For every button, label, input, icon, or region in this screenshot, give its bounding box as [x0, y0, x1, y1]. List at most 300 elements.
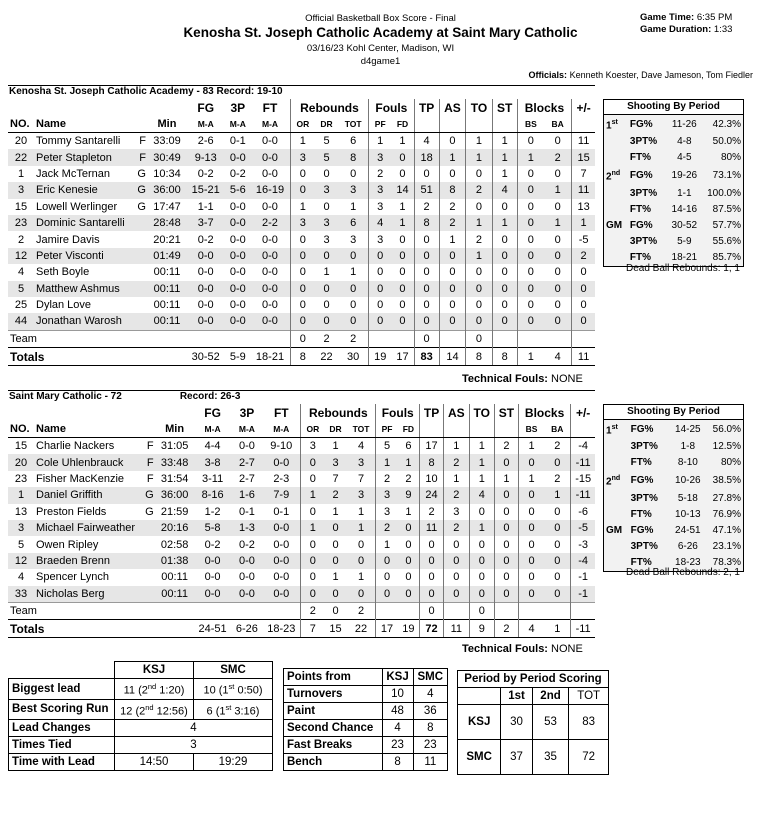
player-3p: 0-0	[229, 266, 246, 279]
shooting-period: 2nd	[606, 170, 621, 183]
totals-value: 22	[315, 348, 338, 366]
player-name-text: Charlie Nackers	[36, 440, 115, 453]
player-or: 0	[301, 536, 325, 552]
col-header-fouls: Fouls	[376, 404, 420, 421]
team-row	[8, 330, 595, 347]
points-from-col-ksj: KSJ	[382, 669, 413, 686]
player-name-text: Dominic Santarelli	[36, 217, 125, 230]
player-row	[8, 471, 595, 487]
player-name	[34, 520, 156, 536]
player-st: 0	[492, 297, 517, 313]
totals-value: 4	[518, 620, 544, 638]
player-ft: 0-0	[250, 149, 290, 165]
player-st: 0	[492, 248, 517, 264]
col-subheader-ma: M-A	[262, 421, 301, 438]
player-name-text: Seth Boyle	[36, 266, 90, 279]
shooting-stat-label: FT%	[629, 152, 652, 164]
player-pf: 0	[369, 248, 392, 264]
player-to: 0	[469, 569, 494, 585]
officials-label: Officials:	[528, 70, 568, 80]
player-to: 1	[469, 471, 494, 487]
player-st: 1	[492, 149, 517, 165]
col-header-to: TO	[469, 404, 494, 421]
shooting-stat-label: FT%	[630, 457, 652, 469]
player-plus-minus: 13	[572, 199, 595, 215]
player-number: 12	[8, 248, 34, 264]
player-row	[8, 553, 595, 569]
player-bs: 0	[517, 182, 544, 198]
player-ft: 0-0	[250, 281, 290, 297]
shooting-made-att: 18-21	[671, 251, 698, 263]
shooting-stat-label: FG%	[630, 474, 654, 486]
player-fg: 3-7	[186, 215, 226, 231]
player-fg: 0-0	[197, 299, 214, 312]
shooting-pct: 12.5%	[712, 441, 741, 453]
player-number: 20	[14, 135, 28, 148]
player-dr: 0	[323, 200, 330, 213]
player-reb-tot: 0	[338, 248, 368, 264]
player-dr: 1	[332, 440, 339, 453]
team1-box-score	[8, 99, 595, 366]
player-name	[34, 454, 156, 470]
player-3p: 0-0	[229, 299, 246, 312]
player-name-text: Fisher MacKenzie	[36, 472, 125, 485]
player-as: 0	[439, 133, 466, 150]
player-fg: 3-11	[201, 472, 224, 485]
player-dr: 0	[315, 248, 338, 264]
totals-value: 24-51	[194, 620, 232, 638]
col-subheader-bs: BS	[518, 421, 544, 438]
player-bs: 0	[517, 166, 544, 182]
player-row	[8, 199, 595, 215]
player-st: 0	[492, 264, 517, 280]
shooting-stat-label: 3PT%	[629, 235, 658, 247]
player-row	[8, 281, 595, 297]
player-bs: 0	[518, 553, 544, 569]
team2-shooting-by-period	[603, 404, 744, 572]
player-bs: 0	[517, 313, 544, 330]
player-as: 3	[444, 504, 470, 520]
shooting-stat-label: 3PT%	[630, 540, 658, 552]
team2-dead-ball-rebounds: Dead Ball Rebounds: 2, 1	[626, 567, 740, 578]
shooting-made-att: 6-26	[677, 540, 698, 552]
player-dr: 7	[332, 472, 339, 485]
player-bs: 0	[518, 520, 544, 536]
col-subheader-no: NO.	[8, 116, 34, 133]
player-name-text: Peter Visconti	[36, 249, 104, 262]
col-header-as: AS	[439, 99, 466, 116]
player-3p: 0-1	[229, 135, 246, 148]
player-or: 3	[290, 215, 315, 231]
player-number: 3	[8, 182, 34, 198]
player-name	[34, 487, 156, 503]
period-col-header: 2nd	[532, 688, 569, 705]
col-subheader-ma: M-A	[226, 116, 251, 133]
player-fd: 6	[405, 440, 412, 453]
player-st: 0	[494, 536, 518, 552]
shooting-stat-label: 3PT%	[629, 187, 658, 199]
player-or: 0	[301, 586, 325, 603]
team2-box-score	[8, 404, 595, 638]
player-dr: 0	[324, 520, 346, 536]
player-fd: 0	[399, 233, 406, 246]
player-pf: 2	[369, 166, 392, 182]
player-st: 4	[492, 182, 517, 198]
player-or: 0	[301, 454, 325, 470]
player-reb-tot: 4	[357, 440, 365, 453]
player-to: 0	[466, 281, 492, 297]
shooting-pct: 100.0%	[707, 187, 741, 199]
shooting-row	[604, 471, 743, 490]
player-row	[8, 487, 595, 503]
player-name-text: Lowell Werlinger	[36, 200, 118, 213]
player-plus-minus: 0	[572, 297, 595, 313]
points-from-label: Second Chance	[284, 720, 383, 737]
team2-technical-fouls	[462, 643, 583, 655]
player-row	[8, 569, 595, 585]
player-pf: 0	[369, 297, 392, 313]
player-ft: 0-1	[273, 505, 290, 518]
shooting-stat-label: FT%	[629, 203, 652, 215]
player-tp: 2	[414, 199, 439, 215]
shooting-period	[604, 250, 628, 266]
shooting-made-att: 5-18	[677, 492, 698, 504]
shooting-pct: 47.1%	[712, 524, 741, 536]
player-ba: 0	[544, 313, 572, 330]
player-fd: 0	[391, 149, 414, 165]
player-minutes: 00:11	[156, 586, 194, 603]
player-fd: 0	[399, 299, 406, 312]
period-score: 53	[532, 705, 569, 740]
player-ft: 0-0	[273, 571, 290, 584]
player-fd: 0	[399, 266, 406, 279]
player-tp: 0	[420, 569, 444, 585]
player-name	[34, 438, 156, 455]
totals-value: 72	[420, 620, 444, 638]
player-as: 0	[439, 166, 466, 182]
player-dr: 3	[323, 233, 330, 246]
player-dr: 2	[324, 487, 346, 503]
shooting-made-att: 18-23	[675, 556, 701, 568]
totals-value: 1	[544, 620, 571, 638]
player-dr: 1	[332, 571, 339, 584]
player-fd: 0	[391, 248, 414, 264]
times-tied-value: 3	[115, 737, 273, 754]
col-subheader-no: NO.	[8, 421, 34, 438]
player-bs: 0	[517, 264, 544, 280]
player-or: 0	[290, 231, 315, 247]
player-tp: 51	[414, 182, 439, 198]
player-pf: 4	[369, 215, 392, 231]
col-subheader-ba: BA	[544, 116, 572, 133]
player-minutes: 28:48	[148, 215, 186, 231]
player-row	[8, 182, 595, 198]
totals-value: 8	[466, 348, 492, 366]
player-to: 0	[466, 264, 492, 280]
player-ba: 0	[544, 454, 571, 470]
player-reb-tot: 8	[338, 149, 368, 165]
period-score: 72	[569, 740, 609, 775]
player-tp: 0	[414, 281, 439, 297]
player-to: 1	[469, 454, 494, 470]
player-number: 44	[8, 313, 34, 330]
player-bs: 1	[518, 438, 544, 455]
player-dr: 5	[323, 135, 330, 148]
totals-label: Totals	[8, 348, 186, 366]
player-row	[8, 166, 595, 182]
shooting-stat-label: 3PT%	[630, 441, 658, 453]
player-as: 1	[439, 231, 466, 247]
shooting-made-att: 14-16	[671, 203, 698, 215]
player-fg: 0-2	[204, 538, 221, 551]
player-dr: 1	[332, 505, 339, 518]
col-header-reb: Rebounds	[290, 99, 368, 116]
player-number: 12	[8, 553, 34, 569]
shooting-made-att: 1-1	[677, 187, 692, 199]
period-score: 30	[501, 705, 532, 740]
player-position: F	[146, 456, 154, 469]
player-plus-minus: 0	[572, 264, 595, 280]
team-row-or: 0	[290, 330, 315, 347]
player-or: 0	[290, 182, 315, 198]
player-name	[34, 199, 148, 215]
team-row-to: 0	[469, 602, 494, 619]
player-tp: 8	[420, 454, 444, 470]
player-minutes: 31:54	[160, 472, 189, 485]
player-ft: 7-9	[262, 487, 301, 503]
col-subheader-name: Name	[34, 116, 148, 133]
player-name	[34, 313, 148, 330]
player-to: 0	[466, 313, 492, 330]
player-minutes: 00:11	[153, 299, 181, 312]
shooting-pct: 78.3%	[712, 556, 741, 568]
player-name	[34, 536, 156, 552]
player-or: 3	[301, 438, 325, 455]
shooting-period: GM	[606, 219, 623, 231]
player-ba: 2	[544, 149, 572, 165]
summary-col-ksj: KSJ	[115, 662, 194, 679]
player-ft: 0-0	[250, 313, 290, 330]
shooting-pct: 42.3%	[712, 118, 741, 130]
player-fd: 0	[398, 520, 420, 536]
col-header-as: AS	[444, 404, 470, 421]
player-dr: 0	[324, 553, 346, 569]
player-as: 2	[439, 199, 466, 215]
col-subheader-ma: M-A	[250, 116, 290, 133]
player-ba: 0	[554, 167, 561, 180]
player-row	[8, 297, 595, 313]
totals-value: 19	[398, 620, 420, 638]
player-number: 5	[17, 538, 25, 551]
team-row-tp: 0	[420, 602, 444, 619]
totals-value: 14	[439, 348, 466, 366]
shooting-pct: 56.0%	[712, 423, 741, 435]
points-from-row	[284, 754, 448, 771]
player-number: 13	[14, 505, 28, 518]
player-number: 25	[14, 299, 28, 312]
player-to: 0	[466, 166, 492, 182]
player-dr: 0	[332, 538, 339, 551]
totals-value: 15	[324, 620, 346, 638]
player-ft: 0-0	[262, 200, 278, 213]
col-header-reb: Rebounds	[301, 404, 376, 421]
points-from-label: Paint	[284, 703, 383, 720]
shooting-pct: 85.7%	[712, 251, 741, 263]
totals-value: 30-52	[186, 348, 226, 366]
player-minutes: 00:11	[148, 281, 186, 297]
totals-row	[8, 348, 595, 366]
player-reb-tot: 1	[350, 266, 357, 279]
player-tp: 24	[420, 487, 444, 503]
times-tied-label: Times Tied	[9, 737, 115, 754]
player-ft: 0-0	[262, 266, 278, 279]
game-title: Kenosha St. Joseph Catholic Academy at Saint Mary Catholic	[183, 25, 578, 40]
totals-value: 11	[572, 348, 595, 366]
team-row-label: Team	[8, 330, 186, 347]
player-3p: 5-6	[226, 182, 251, 198]
points-from-ksj: 8	[382, 754, 413, 771]
player-st: 1	[492, 133, 517, 150]
totals-value: 22	[347, 620, 376, 638]
points-from-row	[284, 737, 448, 754]
player-or: 0	[290, 281, 315, 297]
col-header-fg: FG	[197, 100, 215, 115]
player-3p: 0-2	[229, 167, 246, 180]
player-pf: 0	[376, 586, 398, 603]
player-pf: 3	[376, 487, 398, 503]
player-3p: 0-0	[229, 200, 246, 213]
player-number: 4	[17, 571, 25, 584]
shooting-stat-label: FG%	[629, 219, 653, 231]
team1-shooting-by-period	[603, 99, 744, 267]
player-minutes: 33:09	[153, 135, 181, 148]
player-to: 2	[466, 182, 492, 198]
player-name-text: Spencer Lynch	[36, 571, 109, 584]
player-pf: 0	[376, 553, 398, 569]
player-as: 0	[439, 248, 466, 264]
biggest-lead-ksj: 11 (2nd 1:20)	[115, 679, 194, 700]
game-code: d4game1	[360, 56, 401, 67]
shooting-row	[604, 439, 743, 455]
player-tp: 0	[414, 231, 439, 247]
player-name	[34, 504, 156, 520]
player-st: 1	[492, 166, 517, 182]
player-plus-minus: 1	[572, 215, 595, 231]
player-reb-tot: 1	[357, 505, 365, 518]
player-name-text: Jonathan Warosh	[36, 315, 122, 328]
player-minutes: 01:49	[148, 248, 186, 264]
player-pf: 3	[376, 504, 398, 520]
player-st: 0	[494, 487, 518, 503]
player-as: 0	[444, 536, 470, 552]
team1-technical-fouls	[462, 373, 583, 385]
totals-value: 17	[376, 620, 398, 638]
totals-value: 8	[290, 348, 315, 366]
best-run-ksj: 12 (2nd 12:56)	[115, 699, 194, 720]
player-name-text: Peter Stapleton	[36, 151, 112, 164]
player-or: 0	[301, 553, 325, 569]
player-st: 0	[494, 454, 518, 470]
player-tp: 0	[420, 586, 444, 603]
player-name-text: Tommy Santarelli	[36, 135, 121, 148]
player-row	[8, 215, 595, 231]
player-or: 1	[290, 199, 315, 215]
player-tp: 0	[414, 297, 439, 313]
player-ft: 0-0	[262, 553, 301, 569]
shooting-period	[604, 234, 628, 250]
player-plus-minus: -3	[571, 536, 595, 552]
shooting-period: 2nd	[606, 475, 621, 488]
player-ba: 0	[554, 571, 561, 584]
points-from-smc: 11	[413, 754, 447, 771]
game-time-value: 6:35 PM	[696, 12, 733, 23]
team1-technical-label: Technical Fouls:	[462, 373, 548, 385]
player-number: 23	[8, 215, 34, 231]
player-plus-minus: 11	[572, 133, 595, 150]
player-position: G	[137, 167, 146, 180]
player-bs: 1	[517, 149, 544, 165]
player-to: 0	[466, 199, 492, 215]
shooting-made-att: 10-26	[675, 474, 701, 486]
totals-value: 18-23	[262, 620, 301, 638]
player-fg: 1-1	[197, 200, 214, 213]
totals-value: 1	[517, 348, 544, 366]
player-as: 0	[439, 281, 466, 297]
points-from-label: Bench	[284, 754, 383, 771]
player-ft: 0-0	[262, 454, 301, 470]
player-position: F	[146, 472, 154, 485]
col-subheader-dr: DR	[315, 116, 338, 133]
shooting-pct: 27.8%	[712, 492, 741, 504]
player-tp: 0	[420, 553, 444, 569]
officials-value: Kenneth Koester, Dave Jameson, Tom Fiedler	[569, 70, 753, 80]
player-st: 1	[492, 215, 517, 231]
player-reb-tot: 0	[350, 299, 357, 312]
player-ba: 1	[544, 487, 571, 503]
player-name-text: Nicholas Berg	[36, 587, 105, 600]
shooting-stat-label: FT%	[630, 508, 652, 520]
player-as: 8	[439, 182, 466, 198]
player-fg: 0-0	[204, 571, 221, 584]
col-subheader-or: OR	[290, 116, 315, 133]
shooting-row	[604, 491, 743, 507]
player-as: 1	[444, 471, 470, 487]
player-reb-tot: 0	[338, 313, 368, 330]
player-ft: 0-0	[262, 586, 301, 603]
shooting-stat-label: FT%	[630, 556, 652, 568]
player-plus-minus: -1	[571, 586, 595, 603]
player-name	[34, 231, 148, 247]
biggest-lead-label: Biggest lead	[9, 679, 115, 700]
player-dr: 0	[323, 299, 330, 312]
player-number: 3	[8, 520, 34, 536]
period-col-header: TOT	[569, 688, 609, 705]
player-or: 1	[301, 520, 325, 536]
player-fg: 2-6	[197, 135, 214, 148]
shooting-period	[604, 202, 628, 218]
player-pf: 3	[369, 149, 392, 165]
player-position: F	[139, 151, 146, 164]
totals-value: -11	[571, 620, 595, 638]
player-plus-minus: 15	[572, 149, 595, 165]
player-ft: 0-0	[262, 135, 278, 148]
col-subheader-ba: BA	[544, 421, 571, 438]
player-as: 0	[444, 569, 470, 585]
player-to: 0	[469, 586, 494, 603]
shooting-pct: 57.7%	[712, 219, 741, 231]
shooting-row	[604, 234, 743, 250]
player-fd: 0	[405, 538, 412, 551]
